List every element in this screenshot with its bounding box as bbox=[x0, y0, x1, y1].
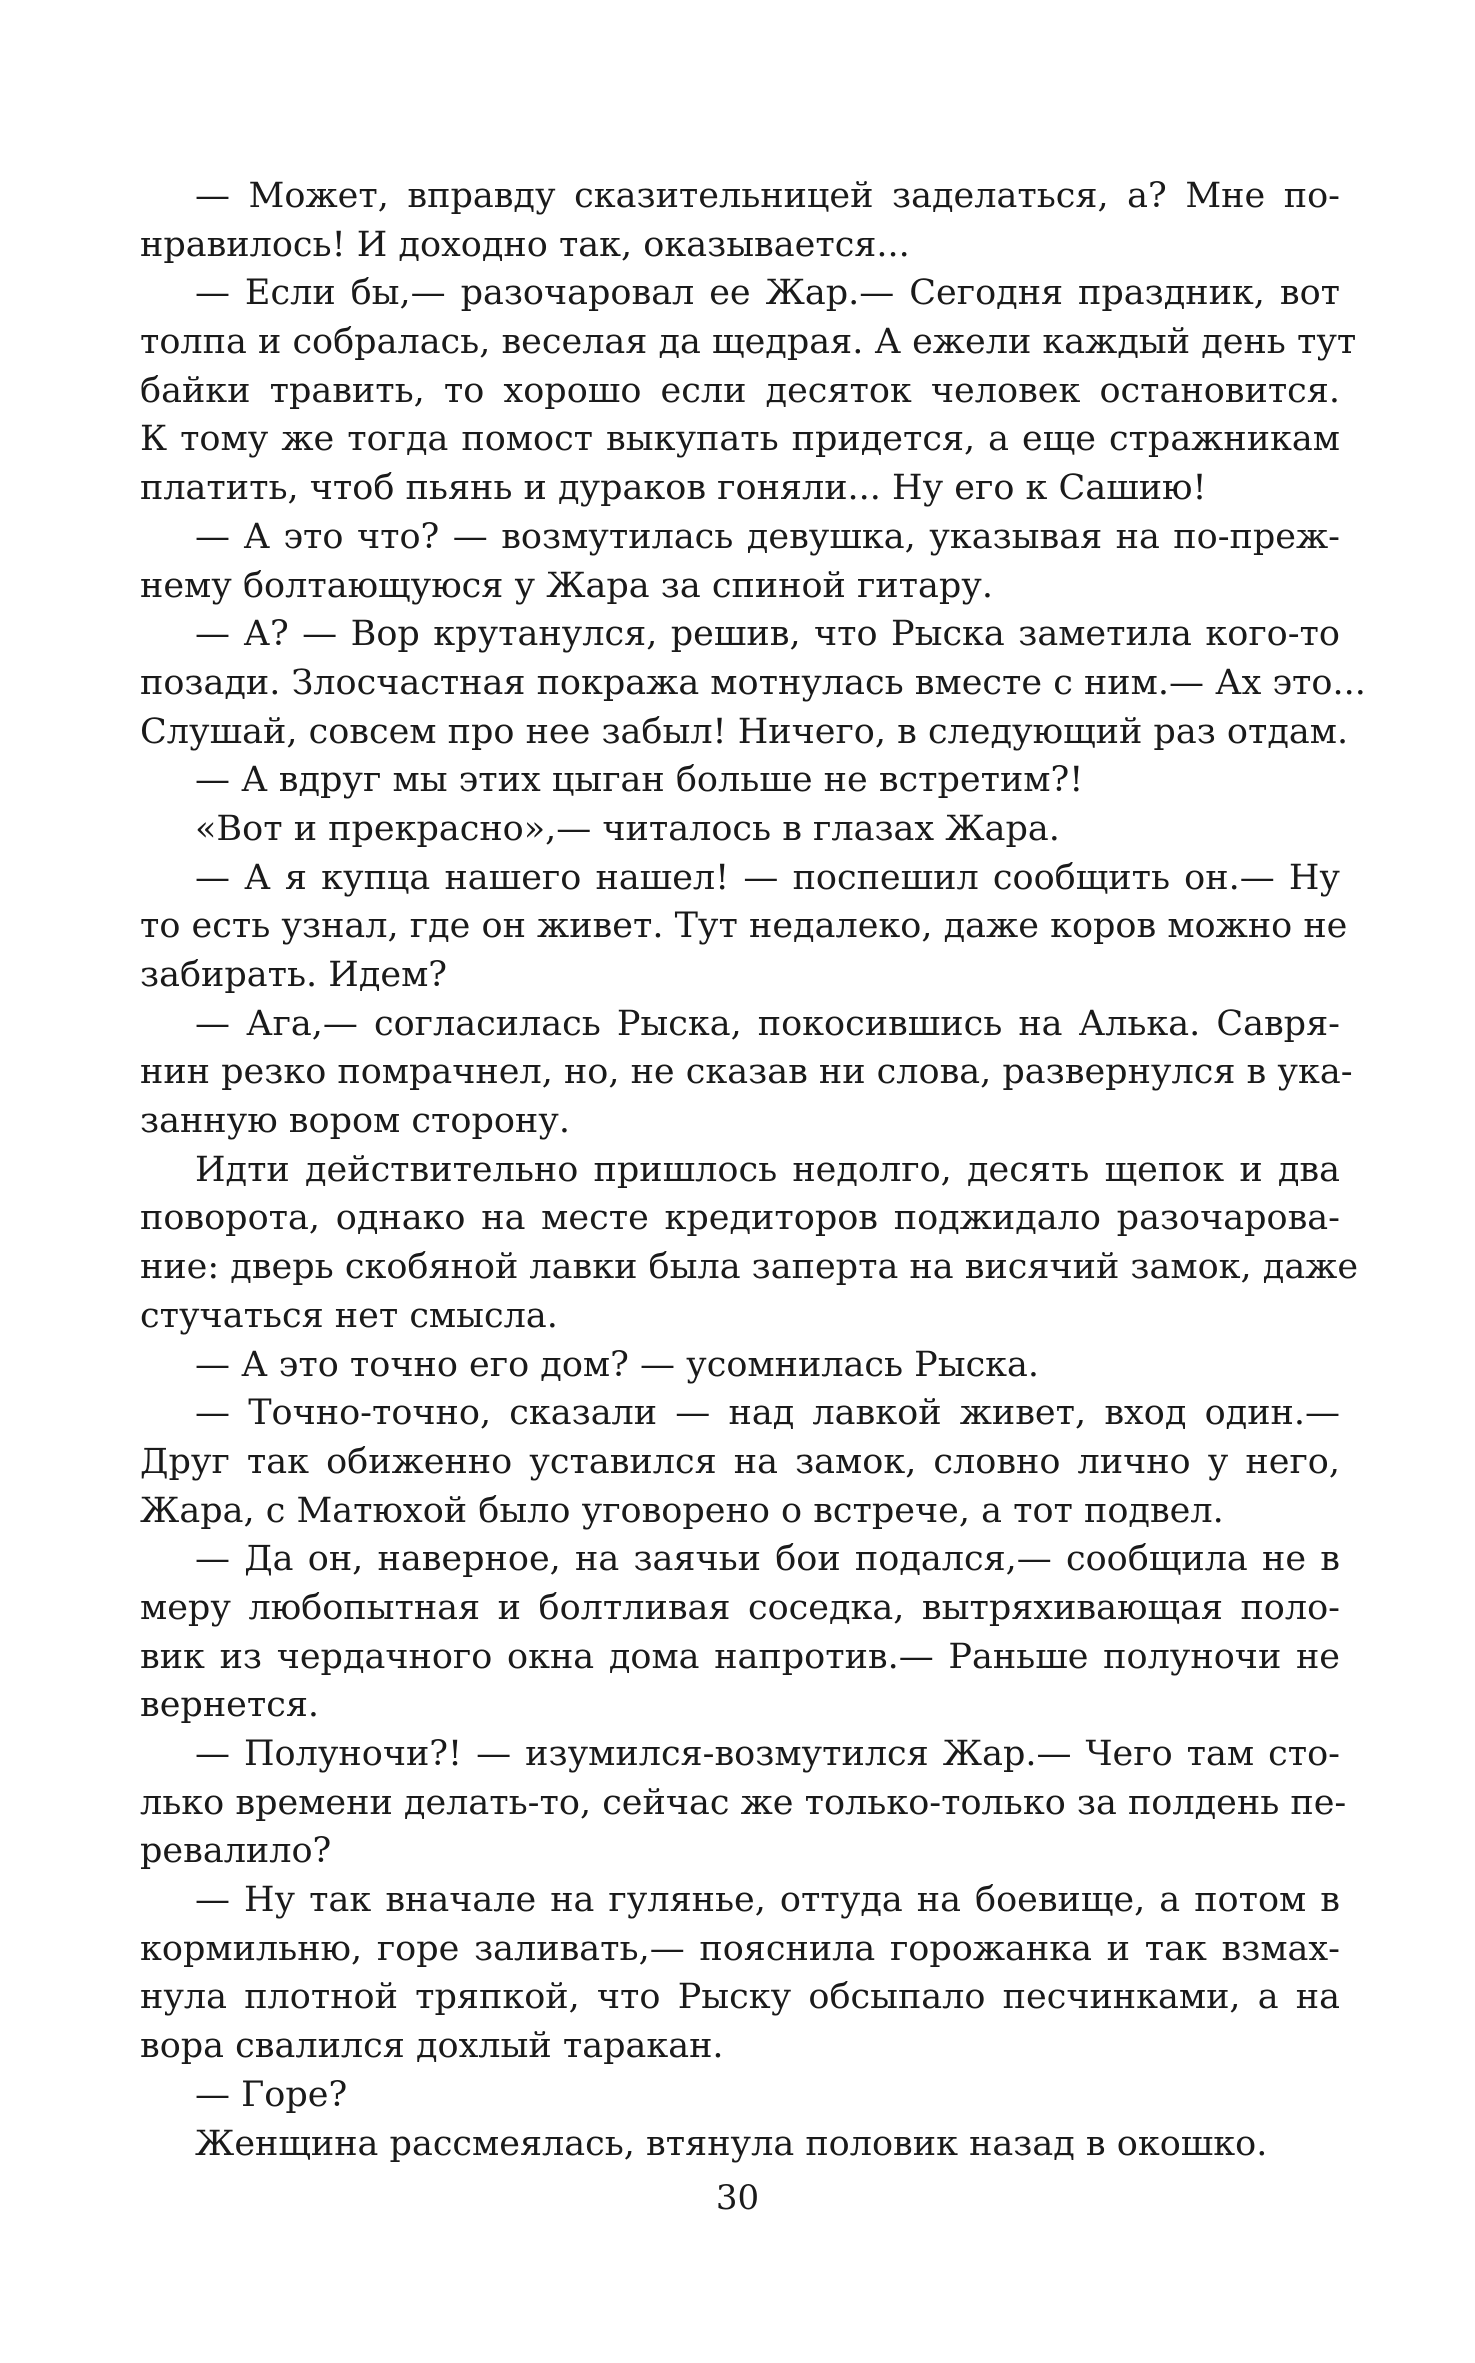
text-line: — Полуночи?! — изумился-возмутился Жар.— Чего там сто- bbox=[195, 1734, 1340, 1774]
text-line: Идти действительно пришлось недолго, десять щепок и два bbox=[195, 1149, 1340, 1190]
text-line: байки травить, то хорошо если десяток человек остановится. bbox=[140, 370, 1340, 411]
text-line: — Ну так вначале на гулянье, оттуда на боевище, а потом в bbox=[195, 1880, 1340, 1921]
text-line: — А вдруг мы этих цыган больше не встретим?! bbox=[195, 760, 1084, 801]
text-line: — Ага,— согласилась Рыска, покосившись на Алька. Савря- bbox=[195, 1003, 1340, 1044]
page-number: 30 bbox=[715, 2178, 760, 2218]
text-line: — А? — Вор крутанулся, решив, что Рыска заметила кого-то bbox=[195, 614, 1340, 655]
text-line: ревалило? bbox=[140, 1831, 332, 1872]
text-line: стучаться нет смысла. bbox=[140, 1295, 558, 1336]
text-line: нему болтающуюся у Жара за спиной гитару. bbox=[140, 565, 993, 606]
text-line: вик из чердачного окна дома напротив.— Раньше полуночи не bbox=[140, 1636, 1340, 1677]
text-line: нравилось! И доходно так, оказывается... bbox=[140, 224, 910, 265]
text-line: К тому же тогда помост выкупать придется, а еще стражникам bbox=[140, 419, 1340, 460]
text-line: вернется. bbox=[140, 1685, 320, 1726]
text-line: — А это точно его дом? — усомнилась Рыска. bbox=[195, 1344, 1040, 1385]
text-line: ние: дверь скобяной лавки была заперта на висячий замок, даже bbox=[140, 1247, 1359, 1288]
text-line: позади. Злосчастная покража мотнулась вместе с ним.— Ах это... bbox=[140, 662, 1366, 703]
text-line: Женщина рассмеялась, втянула половик назад в окошко. bbox=[195, 2123, 1268, 2164]
text-line: нула плотной тряпкой, что Рыску обсыпало песчинками, а на bbox=[140, 1977, 1340, 2018]
body-text bbox=[140, 172, 1366, 2168]
text-line: лько времени делать-то, сейчас же только-только за полдень пе- bbox=[140, 1782, 1347, 1823]
text-line: вора свалился дохлый таракан. bbox=[140, 2026, 724, 2067]
text-line: — Горе? bbox=[195, 2074, 348, 2115]
text-line: Слушай, совсем про нее забыл! Ничего, в следующий раз отдам. bbox=[140, 711, 1349, 752]
text-line: меру любопытная и болтливая соседка, вытряхивающая поло- bbox=[140, 1587, 1340, 1628]
text-line: Жара, с Матюхой было уговорено о встрече, а тот подвел. bbox=[140, 1490, 1224, 1531]
text-line: — Да он, наверное, на заячьи бои подался,— сообщила не в bbox=[195, 1539, 1340, 1580]
text-line: — Точно-точно, сказали — над лавкой живет, вход один.— bbox=[195, 1393, 1340, 1434]
text-line: — Если бы,— разочаровал ее Жар.— Сегодня праздник, вот bbox=[195, 273, 1340, 314]
text-line: — А это что? — возмутилась девушка, указывая на по-преж- bbox=[195, 516, 1340, 557]
text-line: поворота, однако на месте кредиторов поджидало разочарова- bbox=[140, 1198, 1340, 1239]
text-line: нин резко помрачнел, но, не сказав ни слова, развернулся в ука- bbox=[140, 1052, 1353, 1093]
text-line: «Вот и прекрасно»,— читалось в глазах Жара. bbox=[195, 808, 1060, 849]
text-line: забирать. Идем? bbox=[140, 955, 448, 995]
text-line: то есть узнал, где он живет. Тут недалеко, даже коров можно не bbox=[140, 906, 1348, 947]
text-line: — Может, вправду сказительницей заделаться, а? Мне по- bbox=[195, 176, 1340, 216]
text-line: Друг так обиженно уставился на замок, словно лично у него, bbox=[140, 1441, 1340, 1482]
text-line: занную вором сторону. bbox=[140, 1101, 570, 1142]
text-line: — А я купца нашего нашел! — поспешил сообщить он.— Ну bbox=[195, 857, 1340, 898]
text-line: толпа и собралась, веселая да щедрая. А ежели каждый день тут bbox=[140, 322, 1357, 363]
text-line: кормильню, горе заливать,— пояснила горожанка и так взмах- bbox=[140, 1928, 1340, 1969]
text-line: платить, чтоб пьянь и дураков гоняли... Ну его к Сашию! bbox=[140, 468, 1207, 509]
